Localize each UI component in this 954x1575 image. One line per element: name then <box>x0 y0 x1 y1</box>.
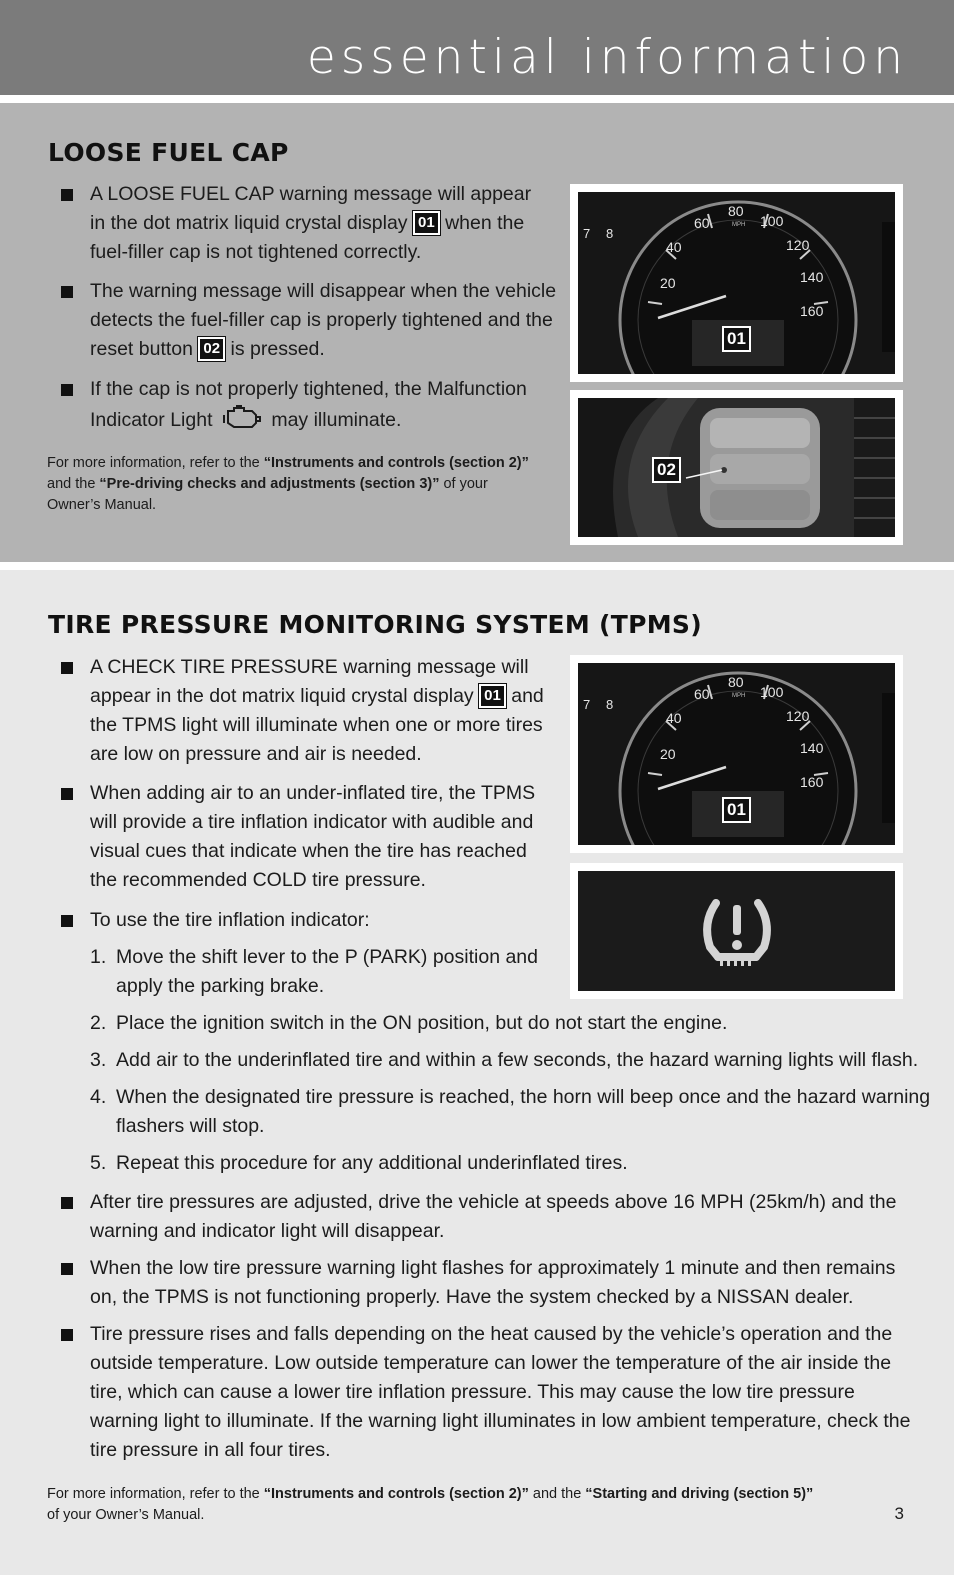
speedo-tick-40: 40 <box>666 239 682 255</box>
tpms-note: For more information, refer to the “Instruments and controls (section 2)” and the “Starting and driving (section 5)” of your Owner’s Manual. <box>47 1486 814 1523</box>
fuel-cap-note: For more information, refer to the “Instruments and controls (section 2)” and the “Pre-driving checks and adjustments (section 3)” of your Owner’s Manual. <box>47 455 529 513</box>
speedometer-photo-2 <box>570 655 903 853</box>
tach-tick-8: 8 <box>606 226 614 241</box>
page-header <box>0 0 954 95</box>
tpms-bullet-1: A CHECK TIRE PRESSURE warning message will appear in the dot matrix liquid crystal display 01 and the TPMS light will illuminate when one or more tires are low on pressure and air is needed. <box>90 653 544 769</box>
fuel-cap-bullet-2: The warning message will disappear when the vehicle detects the fuel-filler cap is properly tightened and the reset button 02 is pressed. <box>90 277 556 364</box>
speedo-tick-40: 40 <box>666 710 682 726</box>
fuel-cap-bullet-1: A LOOSE FUEL CAP warning message will appear in the dot matrix liquid crystal display 01 when the fuel-filler cap is not tightened correctly. <box>90 180 531 267</box>
page-number: 3 <box>894 1504 904 1523</box>
step-5: 5. Repeat this procedure for any additional underinflated tires. <box>90 1152 628 1174</box>
tach-tick-7: 7 <box>583 226 591 241</box>
check-engine-icon <box>222 404 262 432</box>
photo-label-02: 02 <box>652 457 681 483</box>
tach-tick-8: 8 <box>606 697 614 712</box>
speedo-unit: MPH <box>732 222 746 228</box>
speedo-tick-140: 140 <box>800 740 824 756</box>
tpms-bullet-5: When the low tire pressure warning light flashes for approximately 1 minute and then remains on, the TPMS is not functioning properly. Have the system checked by a NISSAN dealer. <box>90 1254 895 1312</box>
tpms-warning-icon <box>578 871 895 991</box>
speedo-tick-60: 60 <box>694 215 710 231</box>
speedo-tick-100: 100 <box>760 684 784 700</box>
step-1: 1. Move the shift lever to the P (PARK) position and apply the parking brake. <box>90 946 538 997</box>
speedo-tick-160: 160 <box>800 303 824 319</box>
speedo-tick-160: 160 <box>800 774 824 790</box>
steering-wheel-graphic <box>578 398 895 537</box>
step-4: 4. When the designated tire pressure is reached, the horn will beep once and the hazard warning flashers will stop. <box>90 1086 931 1137</box>
speedo-tick-120: 120 <box>786 708 810 724</box>
tpms-bullet-3: To use the tire inflation indicator: <box>90 906 370 935</box>
speedo-tick-80: 80 <box>728 674 744 690</box>
badge-01: 01 <box>413 211 440 235</box>
photo-label-01: 01 <box>722 326 751 352</box>
header-title: essential information <box>306 30 908 85</box>
speedo-tick-60: 60 <box>694 686 710 702</box>
photo-label-01: 01 <box>722 797 751 823</box>
tpms-bullet-2: When adding air to an under-inflated tire, the TPMS will provide a tire inflation indicator with audible and visual cues that indicate when the tire has reached the recommended COLD tire pressure. <box>90 779 535 895</box>
step-3: 3. Add air to the underinflated tire and within a few seconds, the hazard warning lights will flash. <box>90 1049 919 1071</box>
speedo-tick-140: 140 <box>800 269 824 285</box>
speedo-tick-100: 100 <box>760 213 784 229</box>
tpms-heading: TIRE PRESSURE MONITORING SYSTEM (TPMS) <box>48 610 702 639</box>
speedo-tick-20: 20 <box>660 746 676 762</box>
badge-02: 02 <box>198 337 225 361</box>
step-2: 2. Place the ignition switch in the ON position, but do not start the engine. <box>90 1012 728 1034</box>
speedo-tick-120: 120 <box>786 237 810 253</box>
speedo-tick-20: 20 <box>660 275 676 291</box>
fuel-cap-bullet-3: If the cap is not properly tightened, the Malfunction Indicator Light may illuminate. <box>90 375 527 435</box>
tpms-bullet-4: After tire pressures are adjusted, drive the vehicle at speeds above 16 MPH (25km/h) and the warning and indicator light will disappear. <box>90 1188 896 1246</box>
fuel-cap-heading: LOOSE FUEL CAP <box>48 138 289 167</box>
tpms-bullet-6: Tire pressure rises and falls depending on the heat caused by the vehicle’s operation and the outside temperature. Low outside temperature can lower the temperature of the air inside the tire, which can cause a lower tire inflation pressure. This may cause the low tire pressure warning light to illuminate. If the warning light illuminates in low ambient temperature, check the tire pressure in all four tires. <box>90 1320 911 1465</box>
steering-wheel-photo <box>570 390 903 545</box>
tpms-light-photo <box>570 863 903 999</box>
speedometer-photo-1 <box>570 184 903 382</box>
speedo-unit: MPH <box>732 693 746 699</box>
speedo-tick-80: 80 <box>728 203 744 219</box>
badge-01: 01 <box>479 684 506 708</box>
tach-tick-7: 7 <box>583 697 591 712</box>
